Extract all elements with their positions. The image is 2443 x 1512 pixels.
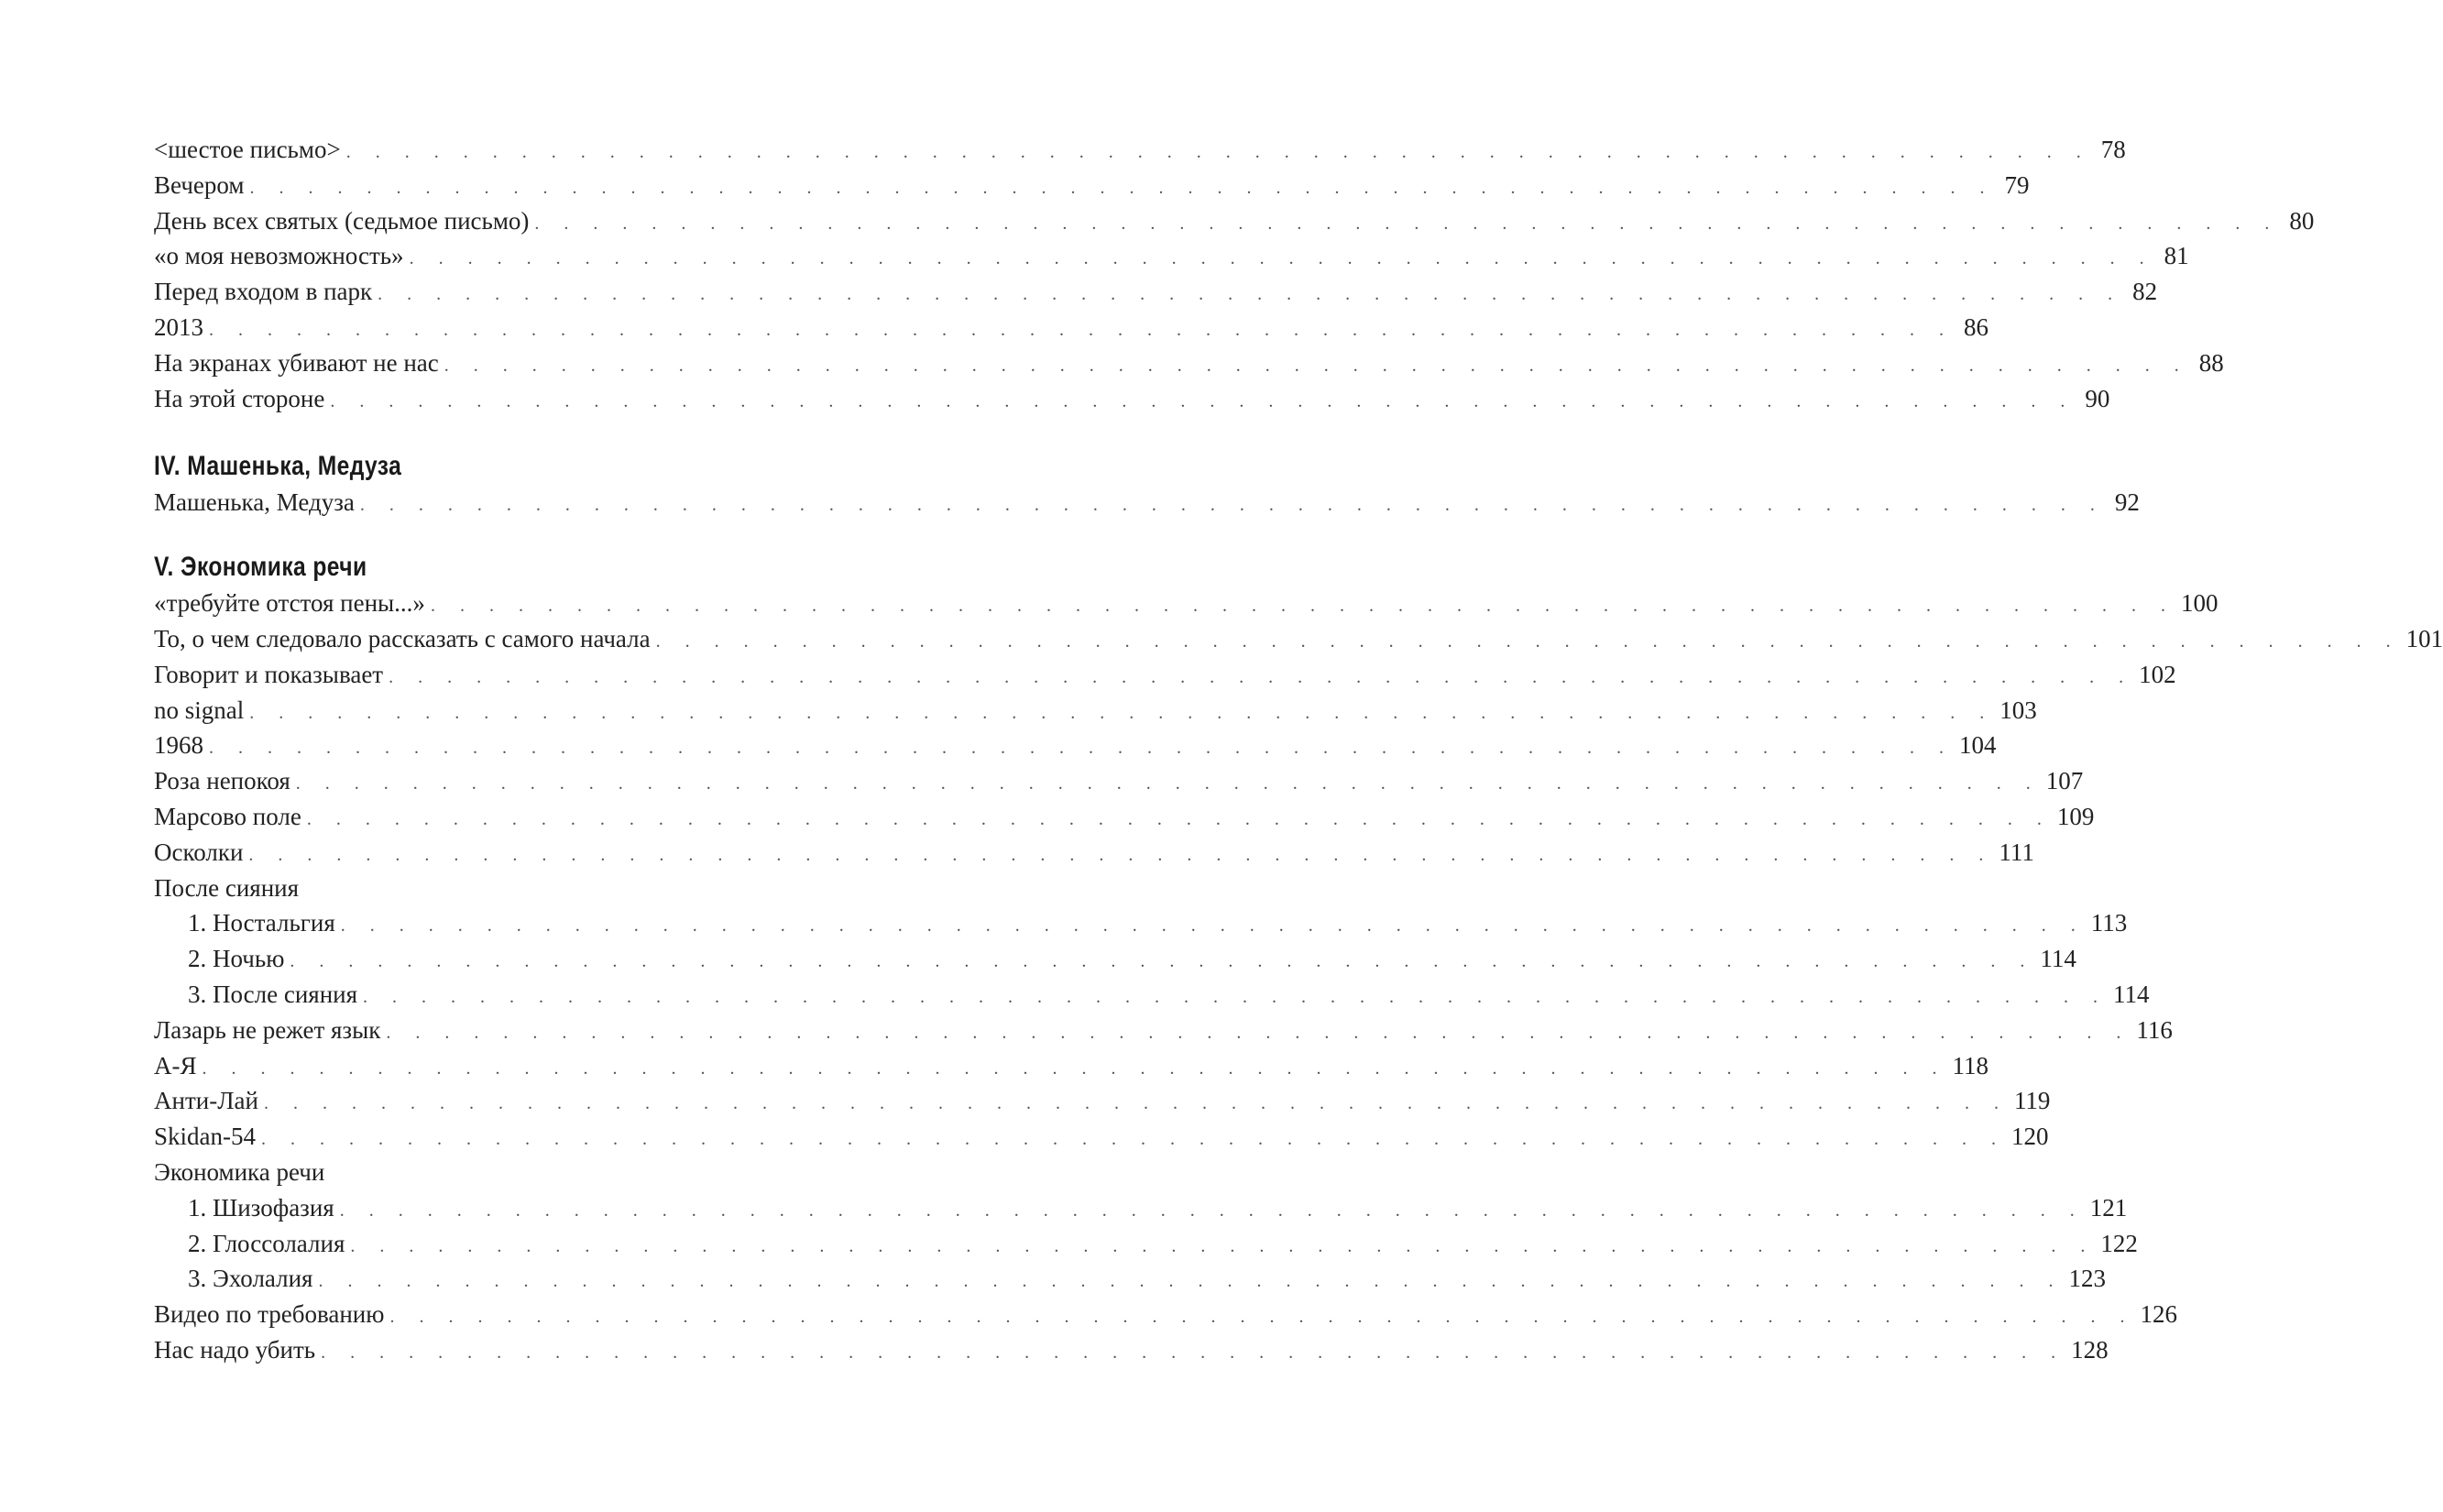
entry-title: Перед входом в парк	[154, 278, 373, 306]
toc-entry	[154, 1048, 1988, 1084]
entry-title: «требуйте отстоя пены...»	[154, 589, 425, 618]
entry-title: <шестое письмо>	[154, 136, 341, 163]
section-heading: V. Экономика речи	[154, 552, 367, 583]
entry-title: На этой стороне	[154, 384, 325, 412]
dot-leader: . . . . . . . . . . . . . . . . . . . . . . . . . . . . . . . . . . . . . . . . . . . . . . . . . . . . . . . . . . . .	[248, 844, 1994, 865]
toc-entry	[154, 1155, 810, 1190]
dot-leader: . . . . . . . . . . . . . . . . . . . . . . . . . . . . . . . . . . . . . . . . . . . . . . . . . . . . . . . . . . . .	[306, 808, 2052, 829]
page-number: 126	[2140, 1300, 2177, 1329]
dot-leader: . . . . . . . . . . . . . . . . . . . . . . . . . . . . . . . . . . . . . . . . . . . . . . . . . . . . . . . . . . . .	[378, 284, 2123, 305]
dot-leader: . . . . . . . . . . . . . . . . . . . . . . . . . . . . . . . . . . . . . . . . . . . . . . . . . . . . . . . . . . . .	[330, 390, 2076, 411]
page-number: 122	[2100, 1229, 2138, 1257]
entry-title: Нас надо убить	[154, 1335, 316, 1364]
page-number: 88	[2198, 348, 2224, 377]
dot-leader: . . . . . . . . . . . . . . . . . . . . . . . . . . . . . . . . . . . . . . . . . . . . . . . . . . . . . . . . . . . .	[655, 630, 2401, 652]
page-number: 120	[2011, 1123, 2049, 1151]
page-number: 100	[2180, 589, 2218, 618]
dot-leader: . . . . . . . . . . . . . . . . . . . . . . . . . . . . . . . . . . . . . . . . . . . . . . . . . . . . . . . . . . . .	[321, 1342, 2066, 1363]
dot-leader: . . . . . . . . . . . . . . . . . . . . . . . . . . . . . . . . . . . . . . . . . . . . . . . . . . . . . . . . . . . .	[430, 596, 2175, 617]
entry-title: Машенька, Медуза	[154, 488, 355, 517]
entry-title: Анти-Лай	[154, 1087, 258, 1115]
page-number: 104	[1959, 731, 1997, 760]
dot-leader: . . . . . . . . . . . . . . . . . . . . . . . . . . . . . . . . . . . . . . . . . . . . . . . . . . . . . . . . . . . .	[350, 1235, 2096, 1256]
entry-title: 1. Ностальгия	[188, 909, 335, 937]
dot-leader: . . . . . . . . . . . . . . . . . . . . . . . . . . . . . . . . . . . . . . . . . . . . . . . . . . . . . . . . . . . .	[339, 1200, 2085, 1221]
dot-leader: . . . . . . . . . . . . . . . . . . . . . . . . . . . . . . . . . . . . . . . . . . . . . . . . . . . . . . . . . . . .	[444, 355, 2189, 376]
dot-leader: . . . . . . . . . . . . . . . . . . . . . . . . . . . . . . . . . . . . . . . . . . . . . . . . . . . . . . . . . . . .	[534, 213, 2280, 234]
dot-leader: . . . . . . . . . . . . . . . . . . . . . . . . . . . . . . . . . . . . . . . . . . . . . . . . . . . . . . . . . . . .	[389, 1307, 2135, 1328]
toc-entry	[154, 168, 2030, 203]
entry-title: Марсово поле	[154, 802, 301, 830]
page-number: 102	[2139, 660, 2176, 688]
entry-title: Экономика речи	[154, 1157, 325, 1186]
dot-leader: . . . . . . . . . . . . . . . . . . . . . . . . . . . . . . . . . . . . . . . . . . . . . . . . . . . . . . . . . . . .	[209, 319, 1954, 340]
toc-entry	[154, 1083, 2051, 1119]
entry-title: Осколки	[154, 838, 244, 866]
toc-entry	[154, 871, 810, 906]
page-number: 118	[1952, 1051, 1988, 1079]
page-number: 103	[1999, 696, 2037, 724]
toc-entry	[154, 203, 2315, 239]
toc-entry	[154, 238, 2189, 274]
page-number: 116	[2136, 1015, 2173, 1044]
toc-subentry	[154, 1261, 2106, 1297]
page-number: 114	[2113, 980, 2150, 1008]
entry-title: 1968	[154, 731, 203, 760]
dot-leader: . . . . . . . . . . . . . . . . . . . . . . . . . . . . . . . . . . . . . . . . . . . . . . . . . . . . . . . . . . . .	[209, 738, 1954, 759]
page-number: 80	[2289, 206, 2315, 235]
dot-leader: . . . . . . . . . . . . . . . . . . . . . . . . . . . . . . . . . . . . . . . . . . . . . . . . . . . . . . . . . . . .	[261, 1129, 2006, 1150]
toc-entry	[154, 763, 2084, 799]
entry-title: 1. Шизофазия	[188, 1193, 334, 1222]
page-number: 79	[2004, 170, 2030, 199]
page-number: 109	[2056, 802, 2095, 830]
toc-entry	[154, 381, 2110, 417]
page-number: 107	[2045, 767, 2084, 795]
entry-title: 2013	[154, 312, 203, 341]
page-number: 123	[2068, 1265, 2106, 1293]
dot-leader: . . . . . . . . . . . . . . . . . . . . . . . . . . . . . . . . . . . . . . . . . . . . . . . . . . . . . . . . . . . .	[318, 1271, 2064, 1292]
entry-title: После сияния	[154, 873, 300, 902]
entry-title: no signal	[154, 696, 245, 724]
entry-title: Лазарь не режет язык	[154, 1015, 381, 1044]
toc-entry	[154, 799, 2095, 835]
entry-title: Говорит и показывает	[154, 660, 384, 688]
toc-entry	[154, 132, 2126, 168]
entry-title: 2. Ночью	[188, 945, 285, 973]
page-number: 113	[2090, 909, 2128, 937]
page-number: 90	[2085, 384, 2110, 412]
entry-title: На экранах убивают не нас	[154, 348, 439, 377]
page-number: 121	[2089, 1193, 2128, 1222]
page-number: 81	[2164, 242, 2189, 270]
toc-entry	[154, 1332, 2109, 1368]
page-number: 119	[2013, 1087, 2051, 1115]
dot-leader: . . . . . . . . . . . . . . . . . . . . . . . . . . . . . . . . . . . . . . . . . . . . . . . . . . . . . . . . . . . .	[359, 495, 2105, 516]
dot-leader: . . . . . . . . . . . . . . . . . . . . . . . . . . . . . . . . . . . . . . . . . . . . . . . . . . . . . . . . . . . .	[409, 248, 2154, 269]
toc-subentry	[154, 1226, 2138, 1262]
toc-entry	[154, 310, 1988, 345]
section-heading: IV. Машенька, Медуза	[154, 451, 402, 482]
table-of-contents	[154, 132, 2443, 1368]
entry-title: Видео по требованию	[154, 1300, 385, 1329]
dot-leader: . . . . . . . . . . . . . . . . . . . . . . . . . . . . . . . . . . . . . . . . . . . . . . . . . . . . . . . . . . . .	[363, 986, 2109, 1007]
entry-title: «о моя невозможность»	[154, 242, 404, 270]
entry-title: Роза непокоя	[154, 767, 290, 795]
dot-leader: . . . . . . . . . . . . . . . . . . . . . . . . . . . . . . . . . . . . . . . . . . . . . . . . . . . . . . . . . . . .	[295, 773, 2041, 794]
toc-entry	[154, 835, 2034, 871]
dot-leader: . . . . . . . . . . . . . . . . . . . . . . . . . . . . . . . . . . . . . . . . . . . . . . . . . . . . . . . . . . . .	[249, 702, 1995, 723]
toc-entry	[154, 586, 2218, 621]
toc-entry	[154, 274, 2158, 310]
page-number: 128	[2071, 1335, 2109, 1364]
entry-title: То, о чем следовало рассказать с самого начала	[154, 624, 651, 652]
dot-leader: . . . . . . . . . . . . . . . . . . . . . . . . . . . . . . . . . . . . . . . . . . . . . . . . . . . . . . . . . . . .	[202, 1057, 1947, 1079]
toc-entry	[154, 1297, 2177, 1332]
page-number: 82	[2132, 278, 2158, 306]
entry-title: День всех святых (седьмое письмо)	[154, 206, 530, 235]
entry-title: 3. Эхолалия	[188, 1265, 313, 1293]
toc-subentry	[154, 1190, 2128, 1226]
toc-entry	[154, 657, 2176, 693]
entry-title: 3. После сияния	[188, 980, 358, 1008]
toc-subentry	[154, 905, 2128, 941]
toc-entry	[154, 621, 2443, 657]
dot-leader: . . . . . . . . . . . . . . . . . . . . . . . . . . . . . . . . . . . . . . . . . . . . . . . . . . . . . . . . . . . .	[386, 1022, 2131, 1043]
dot-leader: . . . . . . . . . . . . . . . . . . . . . . . . . . . . . . . . . . . . . . . . . . . . . . . . . . . . . . . . . . . .	[290, 951, 2035, 972]
toc-entry	[154, 345, 2224, 381]
toc-subentry	[154, 941, 2076, 977]
dot-leader: . . . . . . . . . . . . . . . . . . . . . . . . . . . . . . . . . . . . . . . . . . . . . . . . . . . . . . . . . . . .	[389, 666, 2134, 687]
entry-title: Вечером	[154, 170, 245, 199]
page-number: 101	[2405, 624, 2443, 652]
entry-title: А-Я	[154, 1051, 197, 1079]
dot-leader: . . . . . . . . . . . . . . . . . . . . . . . . . . . . . . . . . . . . . . . . . . . . . . . . . . . . . . . . . . . .	[263, 1093, 2009, 1114]
toc-entry	[154, 728, 1997, 763]
toc-subentry	[154, 977, 2150, 1013]
dot-leader: . . . . . . . . . . . . . . . . . . . . . . . . . . . . . . . . . . . . . . . . . . . . . . . . . . . . . . . . . . . .	[249, 177, 1995, 198]
dot-leader: . . . . . . . . . . . . . . . . . . . . . . . . . . . . . . . . . . . . . . . . . . . . . . . . . . . . . . . . . . . .	[345, 142, 2091, 162]
page-number: 78	[2100, 136, 2126, 163]
page-number: 92	[2114, 488, 2140, 517]
toc-entry	[154, 1119, 2049, 1155]
entry-title: Skidan-54	[154, 1123, 256, 1151]
page-number: 111	[1999, 838, 2034, 866]
toc-entry	[154, 693, 2037, 729]
page-number: 114	[2040, 945, 2076, 973]
entry-title: 2. Глоссолалия	[188, 1229, 345, 1257]
toc-entry	[154, 485, 2140, 520]
page-number: 86	[1964, 312, 1988, 341]
toc-entry	[154, 1013, 2173, 1048]
dot-leader: . . . . . . . . . . . . . . . . . . . . . . . . . . . . . . . . . . . . . . . . . . . . . . . . . . . . . . . . . . . .	[340, 915, 2086, 937]
